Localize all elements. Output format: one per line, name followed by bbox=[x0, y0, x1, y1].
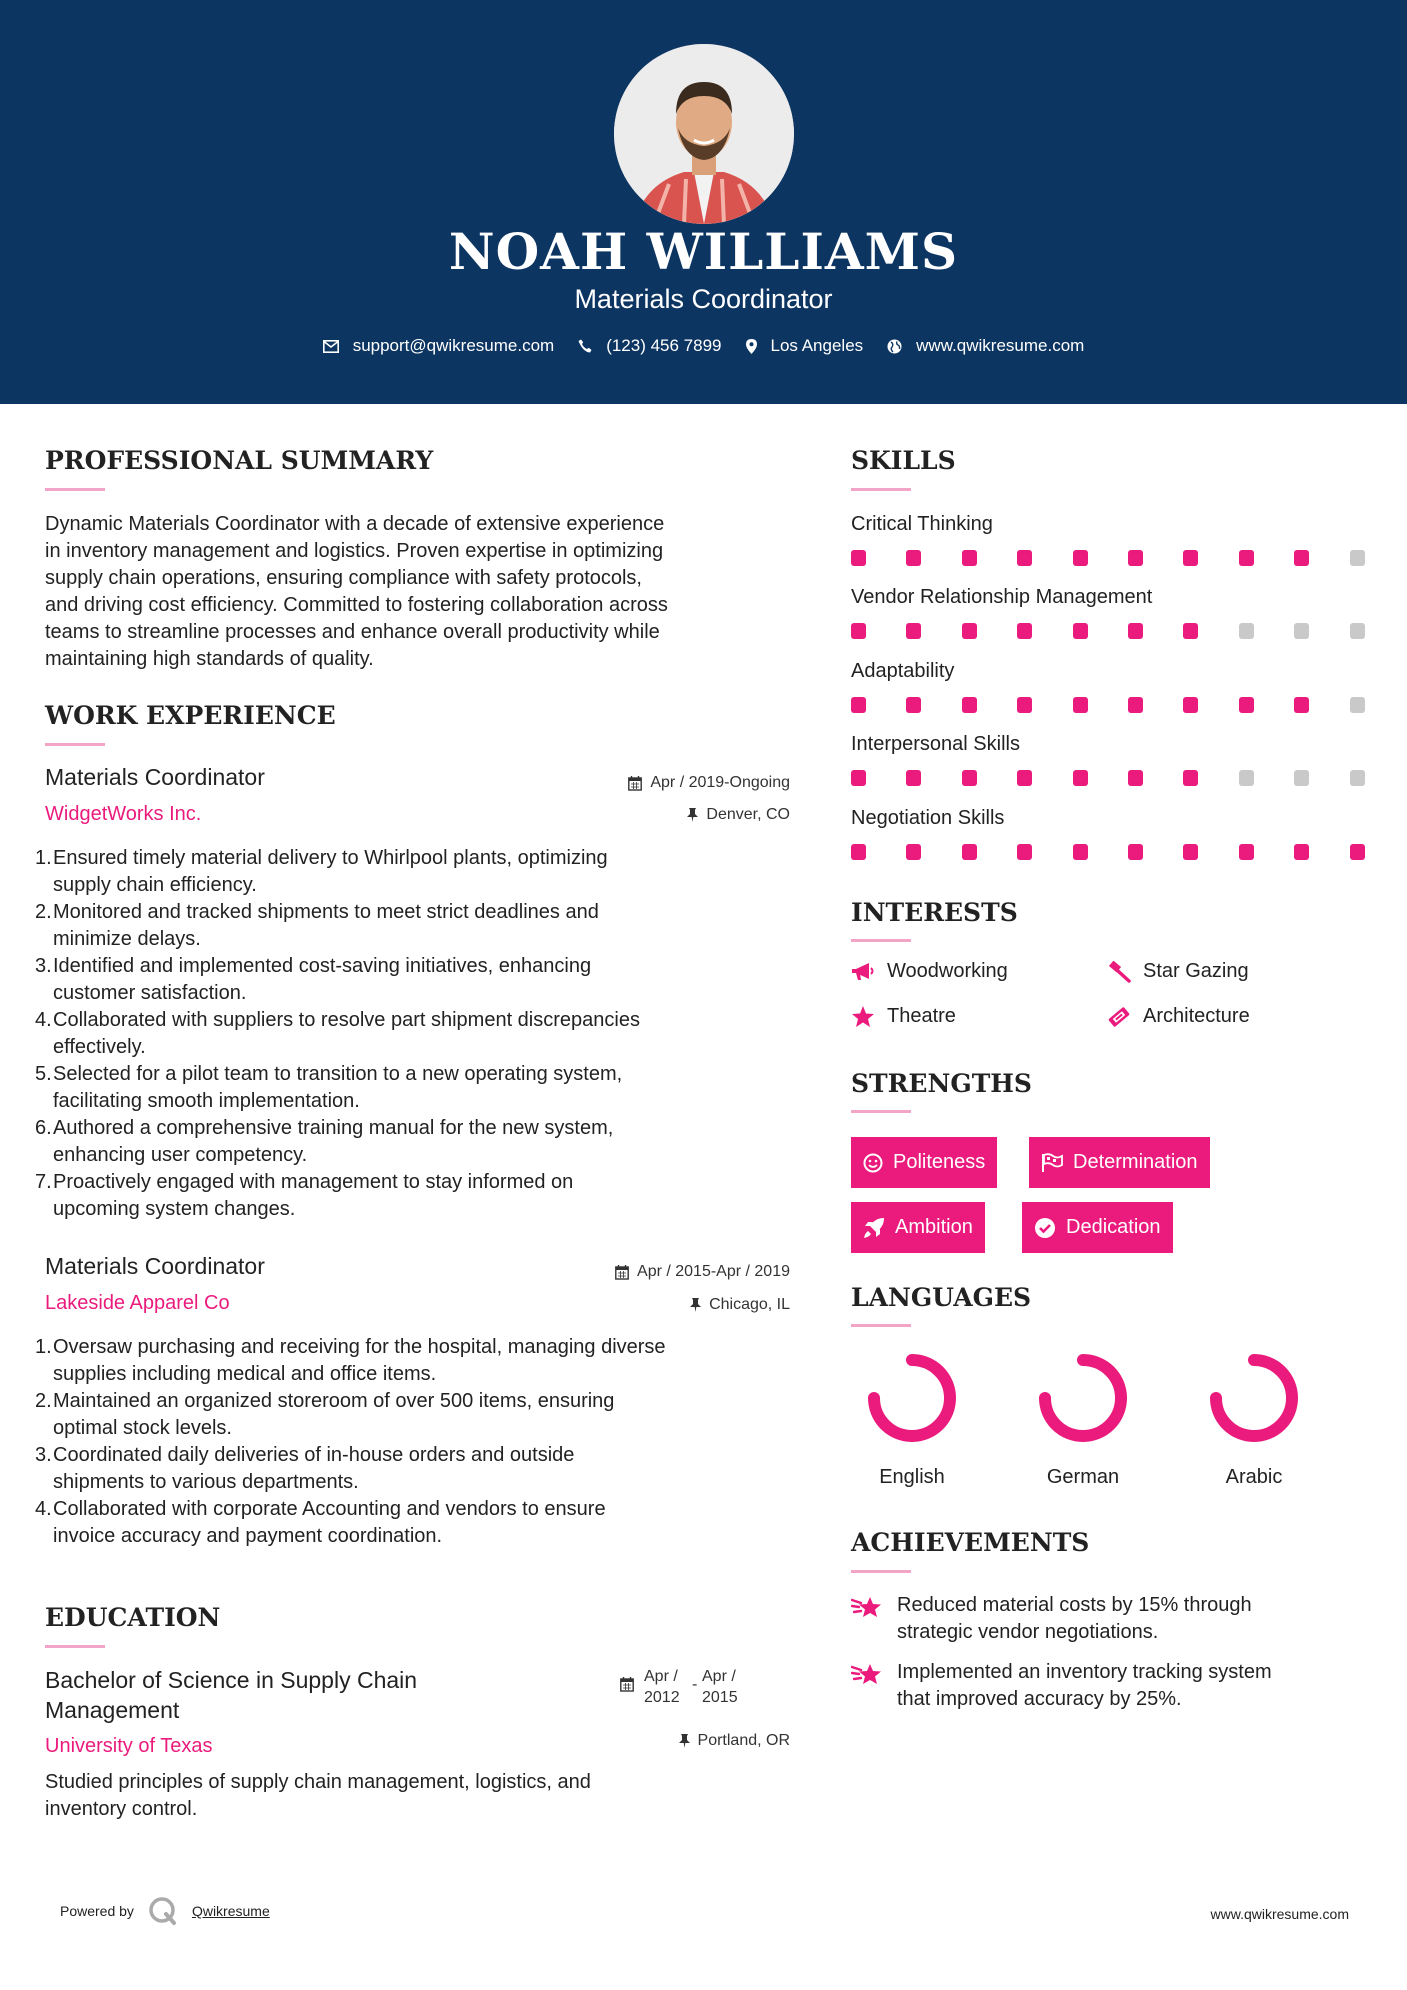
skill-dot-filled bbox=[906, 623, 921, 639]
strength-label: Politeness bbox=[893, 1151, 986, 1173]
profile-photo bbox=[614, 44, 794, 224]
item-number: 1. bbox=[35, 847, 52, 869]
language-level-arc bbox=[1045, 1360, 1121, 1436]
skill-dot-filled bbox=[1128, 844, 1143, 860]
pin-icon bbox=[690, 1298, 701, 1312]
list-item bbox=[35, 1334, 815, 1388]
education-heading: EDUCATION bbox=[45, 1603, 221, 1632]
achievement-line: Implemented an inventory tracking system bbox=[897, 1661, 1272, 1683]
skill-name: Adaptability bbox=[851, 660, 955, 682]
list-item bbox=[35, 1115, 815, 1169]
skill-dot-filled bbox=[962, 697, 977, 713]
date-end-year: 2015 bbox=[702, 1689, 738, 1706]
item-text: upcoming system changes. bbox=[53, 1198, 296, 1220]
skill-dot-filled bbox=[1128, 770, 1143, 786]
skill-dot-empty bbox=[1294, 623, 1309, 639]
skill-dot-filled bbox=[1017, 550, 1032, 566]
language-gauge bbox=[1013, 1346, 1153, 1446]
skill-dot-filled bbox=[1073, 844, 1088, 860]
skill-dot-filled bbox=[1294, 697, 1309, 713]
summary-line: in inventory management and logistics. Proven expertise in optimizing bbox=[45, 540, 664, 562]
item-number: 3. bbox=[35, 1444, 52, 1466]
skill-dot-filled bbox=[1239, 844, 1254, 860]
skill-dot-filled bbox=[1017, 770, 1032, 786]
item-text: shipments to various departments. bbox=[53, 1471, 359, 1493]
item-text: enhancing user competency. bbox=[53, 1144, 308, 1166]
skill-dot-filled bbox=[962, 550, 977, 566]
location-text: Los Angeles bbox=[770, 336, 864, 355]
skill-dot-empty bbox=[1239, 770, 1254, 786]
language-label: English bbox=[879, 1466, 945, 1488]
item-text: Ensured timely material delivery to Whirlpool plants, optimizing bbox=[53, 847, 608, 869]
school-name: University of Texas bbox=[45, 1735, 213, 1757]
strength-label: Dedication bbox=[1066, 1216, 1161, 1238]
skill-dot-filled bbox=[1239, 697, 1254, 713]
item-text: Collaborated with corporate Accounting and vendors to ensure bbox=[53, 1498, 606, 1520]
contact-phone[interactable] bbox=[578, 336, 721, 356]
summary-line: teams to streamline processes and enhance overall productivity while bbox=[45, 621, 660, 643]
job-title: Materials Coordinator bbox=[45, 764, 265, 790]
strength-badge bbox=[1029, 1137, 1210, 1188]
skill-dot-filled bbox=[906, 550, 921, 566]
contact-bar bbox=[0, 336, 1407, 356]
bullhorn-icon bbox=[851, 962, 875, 982]
achievement-line: strategic vendor negotiations. bbox=[897, 1621, 1159, 1643]
degree-line: Management bbox=[45, 1697, 180, 1723]
list-item bbox=[35, 899, 815, 953]
skill-dot-filled bbox=[1183, 623, 1198, 639]
candidate-title: Materials Coordinator bbox=[574, 284, 833, 314]
list-item bbox=[35, 1496, 815, 1550]
smile-icon bbox=[863, 1153, 883, 1173]
skill-dot-filled bbox=[906, 844, 921, 860]
list-item bbox=[35, 1007, 815, 1061]
job-location-text: Chicago, IL bbox=[709, 1296, 790, 1313]
summary-heading: PROFESSIONAL SUMMARY bbox=[45, 446, 434, 475]
skill-name: Interpersonal Skills bbox=[851, 733, 1020, 755]
interest-item bbox=[851, 1005, 956, 1028]
job-location bbox=[540, 1296, 790, 1314]
skill-dot-filled bbox=[1239, 550, 1254, 566]
experience-heading: WORK EXPERIENCE bbox=[45, 701, 336, 730]
shooting-star-icon bbox=[851, 1661, 883, 1687]
job-date-text: Apr / 2019-Ongoing bbox=[650, 774, 790, 791]
interests-heading: INTERESTS bbox=[851, 898, 1018, 927]
skill-dot-empty bbox=[1239, 623, 1254, 639]
item-number: 4. bbox=[35, 1498, 52, 1520]
skill-dot-filled bbox=[1294, 550, 1309, 566]
language-level-arc bbox=[874, 1360, 950, 1436]
skill-rating bbox=[851, 770, 1362, 786]
item-text: Identified and implemented cost-saving initiatives, enhancing bbox=[53, 955, 592, 977]
skill-dot-filled bbox=[851, 770, 866, 786]
rocket-icon bbox=[863, 1217, 885, 1239]
skill-dot-filled bbox=[1183, 844, 1198, 860]
phone-icon bbox=[578, 339, 592, 353]
item-text: customer satisfaction. bbox=[53, 982, 247, 1004]
item-text: Oversaw purchasing and receiving for the hospital, managing diverse bbox=[53, 1336, 666, 1358]
company-name: WidgetWorks Inc. bbox=[45, 803, 202, 825]
interests-underline bbox=[851, 939, 911, 942]
star-icon bbox=[851, 1006, 875, 1028]
strength-label: Ambition bbox=[895, 1216, 973, 1238]
ticket-icon bbox=[1107, 1006, 1131, 1028]
list-item bbox=[35, 1442, 815, 1496]
skill-dot-filled bbox=[1183, 550, 1198, 566]
item-text: invoice accuracy and payment coordination. bbox=[53, 1525, 443, 1547]
footer-powered-by bbox=[60, 1896, 270, 1926]
skill-dot-empty bbox=[1294, 770, 1309, 786]
degree-title bbox=[45, 1665, 417, 1725]
list-item bbox=[35, 953, 815, 1007]
strength-label: Determination bbox=[1073, 1151, 1198, 1173]
skill-name: Vendor Relationship Management bbox=[851, 586, 1153, 608]
item-text: supplies including medical and office items. bbox=[53, 1363, 437, 1385]
strength-badge bbox=[1022, 1202, 1173, 1253]
skill-dot-empty bbox=[1350, 550, 1365, 566]
skill-dot-filled bbox=[1128, 697, 1143, 713]
email-text: support@qwikresume.com bbox=[352, 336, 555, 355]
date-end-month: Apr / bbox=[702, 1668, 736, 1685]
envelope-icon bbox=[323, 340, 339, 353]
list-item bbox=[35, 1061, 815, 1115]
item-number: 2. bbox=[35, 1390, 52, 1412]
qwikresume-logo-icon bbox=[148, 1896, 178, 1926]
item-text: Maintained an organized storeroom of over 500 items, ensuring bbox=[53, 1390, 615, 1412]
language-label: German bbox=[1046, 1466, 1120, 1488]
item-text: Proactively engaged with management to stay informed on bbox=[53, 1171, 574, 1193]
calendar-icon bbox=[615, 1265, 629, 1280]
strengths-underline bbox=[851, 1110, 911, 1113]
achievements-heading: ACHIEVEMENTS bbox=[851, 1528, 1090, 1557]
item-text: minimize delays. bbox=[53, 928, 201, 950]
item-number: 4. bbox=[35, 1009, 52, 1031]
resume-header bbox=[0, 0, 1407, 404]
strength-badge bbox=[851, 1202, 985, 1253]
experience-underline bbox=[45, 743, 105, 746]
skill-dot-filled bbox=[1017, 623, 1032, 639]
item-text: effectively. bbox=[53, 1036, 146, 1058]
language-label: Arabic bbox=[1225, 1466, 1283, 1488]
contact-location bbox=[746, 336, 864, 356]
achievement-line: Reduced material costs by 15% through bbox=[897, 1594, 1252, 1616]
item-text: Authored a comprehensive training manual for the new system, bbox=[53, 1117, 614, 1139]
achievement-text bbox=[897, 1659, 1272, 1713]
list-item bbox=[35, 845, 815, 899]
interest-label: Star Gazing bbox=[1143, 960, 1249, 982]
item-number: 7. bbox=[35, 1171, 52, 1193]
skill-dot-filled bbox=[1017, 697, 1032, 713]
phone-text: (123) 456 7899 bbox=[606, 336, 722, 355]
language-gauge bbox=[842, 1346, 982, 1446]
skill-rating bbox=[851, 623, 1362, 639]
skill-rating bbox=[851, 844, 1362, 860]
skill-dot-filled bbox=[962, 623, 977, 639]
education-location-text: Portland, OR bbox=[697, 1732, 790, 1749]
skill-rating bbox=[851, 550, 1362, 566]
skill-dot-filled bbox=[851, 550, 866, 566]
skill-dot-filled bbox=[1128, 550, 1143, 566]
achievement-item bbox=[851, 1659, 1272, 1713]
skill-dot-filled bbox=[1128, 623, 1143, 639]
skill-dot-filled bbox=[962, 770, 977, 786]
skill-dot-empty bbox=[1350, 770, 1365, 786]
job-location-text: Denver, CO bbox=[706, 806, 790, 823]
summary-line: Dynamic Materials Coordinator with a decade of extensive experience bbox=[45, 513, 665, 535]
education-desc-line: inventory control. bbox=[45, 1798, 198, 1820]
skill-dot-filled bbox=[851, 844, 866, 860]
item-text: Collaborated with suppliers to resolve part shipment discrepancies bbox=[53, 1009, 640, 1031]
languages-underline bbox=[851, 1324, 911, 1327]
degree-line: Bachelor of Science in Supply Chain bbox=[45, 1667, 418, 1693]
skill-dot-filled bbox=[906, 697, 921, 713]
skill-dot-filled bbox=[906, 770, 921, 786]
education-date bbox=[620, 1666, 750, 1708]
job-date bbox=[540, 1263, 790, 1281]
skill-dot-filled bbox=[1017, 844, 1032, 860]
skill-name: Critical Thinking bbox=[851, 513, 993, 535]
contact-email[interactable] bbox=[323, 336, 555, 356]
skill-dot-filled bbox=[1073, 550, 1088, 566]
item-text: Monitored and tracked shipments to meet strict deadlines and bbox=[53, 901, 599, 923]
contact-website[interactable] bbox=[887, 336, 1084, 356]
item-number: 1. bbox=[35, 1336, 52, 1358]
skill-dot-filled bbox=[1294, 844, 1309, 860]
item-number: 3. bbox=[35, 955, 52, 977]
strength-badge bbox=[851, 1137, 997, 1188]
language-level-arc bbox=[1216, 1360, 1292, 1436]
job-title: Materials Coordinator bbox=[45, 1253, 265, 1279]
skill-dot-filled bbox=[1073, 697, 1088, 713]
skill-dot-filled bbox=[851, 697, 866, 713]
pin-icon bbox=[679, 1734, 690, 1748]
job-date-text: Apr / 2015-Apr / 2019 bbox=[637, 1263, 790, 1280]
interest-label: Woodworking bbox=[887, 960, 1008, 982]
date-end bbox=[702, 1666, 750, 1708]
list-item bbox=[35, 1388, 815, 1442]
calendar-icon bbox=[620, 1677, 634, 1692]
job-location bbox=[540, 806, 790, 824]
check-circle-icon bbox=[1034, 1217, 1056, 1239]
skill-dot-filled bbox=[962, 844, 977, 860]
company-name: Lakeside Apparel Co bbox=[45, 1292, 230, 1314]
item-text: facilitating smooth implementation. bbox=[53, 1090, 360, 1112]
summary-line: and driving cost efficiency. Committed to fostering collaboration across bbox=[45, 594, 668, 616]
flag-icon bbox=[1041, 1153, 1063, 1173]
date-start bbox=[644, 1666, 692, 1708]
date-start-year: 2012 bbox=[644, 1689, 680, 1706]
shooting-star-icon bbox=[851, 1594, 883, 1620]
summary-line: supply chain operations, ensuring compliance with safety protocols, bbox=[45, 567, 642, 589]
map-marker-icon bbox=[746, 339, 757, 354]
skill-dot-filled bbox=[1073, 623, 1088, 639]
languages-heading: LANGUAGES bbox=[851, 1283, 1032, 1312]
skill-name: Negotiation Skills bbox=[851, 807, 1005, 829]
item-text: Selected for a pilot team to transition to a new operating system, bbox=[53, 1063, 623, 1085]
education-location bbox=[540, 1732, 790, 1750]
education-underline bbox=[45, 1645, 105, 1648]
skill-dot-empty bbox=[1350, 697, 1365, 713]
powered-by-text: Powered by bbox=[60, 1903, 134, 1919]
date-start-month: Apr / bbox=[644, 1668, 678, 1685]
item-number: 2. bbox=[35, 901, 52, 923]
skill-rating bbox=[851, 697, 1362, 713]
brand-link[interactable]: Qwikresume bbox=[191, 1903, 270, 1919]
education-description bbox=[45, 1769, 805, 1823]
item-number: 5. bbox=[35, 1063, 52, 1085]
achievement-text bbox=[897, 1592, 1252, 1646]
item-number: 6. bbox=[35, 1117, 52, 1139]
date-separator: - bbox=[692, 1676, 698, 1693]
achievements-underline bbox=[851, 1570, 911, 1573]
skill-dot-filled bbox=[851, 623, 866, 639]
interest-label: Theatre bbox=[887, 1005, 956, 1027]
calendar-icon bbox=[628, 776, 642, 791]
summary-underline bbox=[45, 488, 105, 491]
interest-item bbox=[1107, 960, 1249, 983]
achievement-item bbox=[851, 1592, 1252, 1646]
skills-underline bbox=[851, 488, 911, 491]
achievement-line: that improved accuracy by 25%. bbox=[897, 1688, 1182, 1710]
item-text: optimal stock levels. bbox=[53, 1417, 232, 1439]
summary-text bbox=[45, 511, 805, 673]
item-text: Coordinated daily deliveries of in-house orders and outside bbox=[53, 1444, 575, 1466]
interest-item bbox=[851, 960, 1008, 983]
job-date bbox=[540, 774, 790, 792]
candidate-name: NOAH WILLIAMS bbox=[448, 222, 959, 281]
skill-dot-empty bbox=[1350, 623, 1365, 639]
job-duties bbox=[35, 845, 815, 1223]
skill-dot-filled bbox=[1183, 697, 1198, 713]
website-text: www.qwikresume.com bbox=[916, 336, 1085, 355]
footer-website[interactable]: www.qwikresume.com bbox=[1210, 1906, 1349, 1922]
skill-dot-filled bbox=[1073, 770, 1088, 786]
summary-line: maintaining high standards of quality. bbox=[45, 648, 374, 670]
education-desc-line: Studied principles of supply chain management, logistics, and bbox=[45, 1771, 591, 1793]
gavel-icon bbox=[1107, 961, 1131, 983]
pin-icon bbox=[687, 808, 698, 822]
skill-dot-filled bbox=[1183, 770, 1198, 786]
skills-heading: SKILLS bbox=[851, 446, 956, 475]
item-text: supply chain efficiency. bbox=[53, 874, 257, 896]
job-duties bbox=[35, 1334, 815, 1550]
interest-item bbox=[1107, 1005, 1250, 1028]
skill-dot-filled bbox=[1350, 844, 1365, 860]
language-gauge bbox=[1184, 1346, 1324, 1446]
list-item bbox=[35, 1169, 815, 1223]
interest-label: Architecture bbox=[1143, 1005, 1250, 1027]
globe-icon bbox=[887, 339, 902, 354]
strengths-heading: STRENGTHS bbox=[851, 1069, 1032, 1098]
